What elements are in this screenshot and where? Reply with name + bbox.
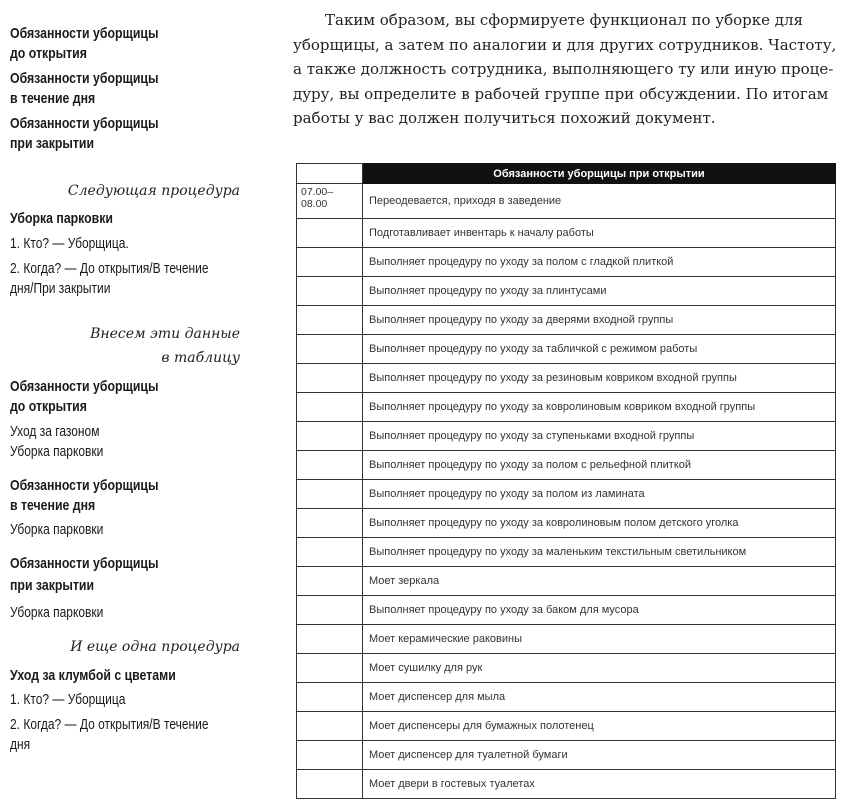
task-cell: Моет двери в гостевых туалетах [363, 770, 836, 799]
time-cell [297, 248, 363, 277]
table-row [297, 393, 836, 422]
task-cell: Выполняет процедуру по уходу за дверями входной группы [363, 306, 836, 335]
table-row [297, 422, 836, 451]
during-day-heading: Обязанности уборщицы [10, 477, 159, 494]
time-cell [297, 509, 363, 538]
heading-duties-before-open: Обязанности уборщицы [10, 25, 159, 42]
task-cell: Выполняет процедуру по уходу за табличкой с режимом работы [363, 335, 836, 364]
table-row [297, 683, 836, 712]
task-cell: Моет керамические раковины [363, 625, 836, 654]
before-open-item-parking: Уборка парковки [10, 443, 104, 460]
parking-title: Уборка парковки [10, 210, 113, 227]
table-row [297, 335, 836, 364]
during-day-heading-sub: в течение дня [10, 497, 96, 514]
task-cell: Выполняет процедуру по уходу за маленьким текстильным светильником [363, 538, 836, 567]
table-row [297, 306, 836, 335]
table-row [297, 770, 836, 799]
task-cell: Моет зеркала [363, 567, 836, 596]
time-cell [297, 306, 363, 335]
next-procedure-caption: Следующая процедура [67, 183, 240, 199]
parking-who: 1. Кто? — Уборщица. [10, 235, 129, 252]
table-row [297, 741, 836, 770]
time-cell [297, 335, 363, 364]
parking-when-line1: 2. Когда? — До открытия/В течение [10, 260, 209, 277]
intro-line: уборщицы, а затем по аналогии и для других сотрудников. Частоту, [293, 35, 837, 54]
time-cell [297, 364, 363, 393]
flowerbed-who: 1. Кто? — Уборщица [10, 691, 126, 708]
table-row [297, 538, 836, 567]
flowerbed-when-line2: дня [10, 736, 31, 753]
task-cell: Выполняет процедуру по уходу за плинтусами [363, 277, 836, 306]
time-cell [297, 654, 363, 683]
time-cell [297, 219, 363, 248]
time-cell [297, 277, 363, 306]
table-row [297, 277, 836, 306]
table-body [297, 184, 836, 799]
table-row [297, 480, 836, 509]
time-cell [297, 393, 363, 422]
task-cell: Подготавливает инвентарь к началу работы [363, 219, 836, 248]
time-cell [297, 683, 363, 712]
time-cell [297, 770, 363, 799]
during-day-item-parking: Уборка парковки [10, 521, 104, 538]
time-cell [297, 422, 363, 451]
table-row [297, 625, 836, 654]
table-row [297, 451, 836, 480]
task-cell: Переодевается, приходя в заведение [363, 184, 836, 219]
task-cell: Выполняет процедуру по уходу за полом с гладкой плиткой [363, 248, 836, 277]
time-cell: 07.00–08.00 [297, 184, 363, 219]
intro-paragraph [293, 8, 837, 131]
heading-duties-closing: Обязанности уборщицы [10, 115, 159, 132]
flowerbed-title: Уход за клумбой с цветами [10, 667, 176, 684]
heading-duties-closing-sub: при закрытии [10, 135, 95, 152]
table-row [297, 248, 836, 277]
time-cell [297, 596, 363, 625]
closing-heading-sub: при закрытии [10, 577, 95, 594]
intro-line: работы у вас должен получиться похожий документ. [293, 109, 716, 127]
table-row [297, 567, 836, 596]
table-row [297, 654, 836, 683]
time-column-header [297, 164, 363, 184]
closing-heading: Обязанности уборщицы [10, 555, 159, 572]
heading-duties-before-open-sub: до открытия [10, 45, 87, 62]
task-cell: Моет диспенсеры для бумажных полотенец [363, 712, 836, 741]
task-cell: Моет сушилку для рук [363, 654, 836, 683]
time-cell [297, 741, 363, 770]
table-row [297, 219, 836, 248]
time-cell [297, 625, 363, 654]
task-cell: Выполняет процедуру по уходу за резиновым ковриком входной группы [363, 364, 836, 393]
before-open-heading: Обязанности уборщицы [10, 378, 159, 395]
duties-table [296, 163, 836, 799]
task-cell: Выполняет процедуру по уходу за ступеньками входной группы [363, 422, 836, 451]
time-cell [297, 567, 363, 596]
before-open-heading-sub: до открытия [10, 398, 87, 415]
table-row [297, 184, 836, 219]
intro-line: а также должность сотрудника, выполняющего ту или иную проце- [293, 60, 834, 78]
task-cell: Моет диспенсер для туалетной бумаги [363, 741, 836, 770]
time-cell [297, 451, 363, 480]
intro-line: Таким образом, вы сформируете функционал по уборке для [325, 11, 804, 29]
task-cell: Выполняет процедуру по уходу за баком для мусора [363, 596, 836, 625]
time-cell [297, 480, 363, 509]
table-row [297, 364, 836, 393]
heading-duties-during-day: Обязанности уборщицы [10, 70, 159, 87]
time-cell [297, 538, 363, 567]
task-cell: Выполняет процедуру по уходу за ковролиновым полом детского уголка [363, 509, 836, 538]
intro-line: дуру, вы определите в рабочей группе при обсуждении. По итогам [293, 84, 829, 103]
task-cell: Моет диспенсер для мыла [363, 683, 836, 712]
time-cell [297, 712, 363, 741]
table-header-row [297, 164, 836, 184]
table-row [297, 509, 836, 538]
another-procedure-caption: И еще одна процедура [70, 639, 240, 655]
before-open-item-lawn: Уход за газоном [10, 423, 100, 440]
enter-data-caption-line2: в таблицу [161, 350, 240, 366]
task-cell: Выполняет процедуру по уходу за полом с рельефной плиткой [363, 451, 836, 480]
parking-when-line2: дня/При закрытии [10, 280, 111, 297]
table-title: Обязанности уборщицы при открытии [363, 164, 836, 184]
task-cell: Выполняет процедуру по уходу за ковролиновым ковриком входной группы [363, 393, 836, 422]
table-row [297, 712, 836, 741]
flowerbed-when-line1: 2. Когда? — До открытия/В течение [10, 716, 209, 733]
enter-data-caption-line1: Внесем эти данные [90, 326, 240, 342]
closing-item-parking: Уборка парковки [10, 604, 104, 621]
heading-duties-during-day-sub: в течение дня [10, 90, 96, 107]
table-row [297, 596, 836, 625]
task-cell: Выполняет процедуру по уходу за полом из ламината [363, 480, 836, 509]
